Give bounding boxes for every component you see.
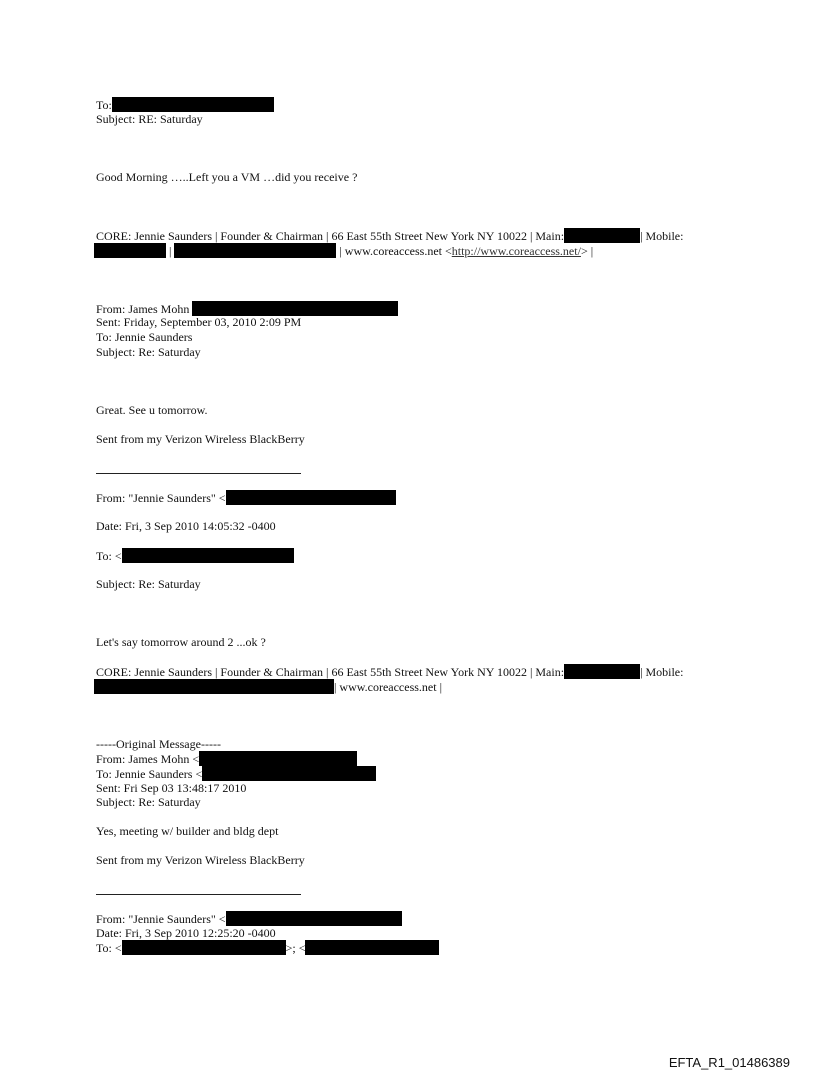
signature-site: | www.coreaccess.net |	[334, 680, 442, 694]
original-to-line	[96, 766, 376, 781]
redaction-box	[192, 301, 398, 316]
to-label: To:	[96, 98, 112, 112]
website-link[interactable]: http://www.coreaccess.net/	[451, 244, 581, 258]
redaction-box	[199, 751, 357, 766]
signature-mobile-label: | Mobile:	[640, 229, 684, 243]
redaction-box	[174, 243, 336, 258]
msg2-subject: Subject: Re: Saturday	[96, 345, 201, 359]
redaction-box	[226, 911, 402, 926]
redaction-box	[564, 228, 640, 243]
msg5-to-separator: >; <	[285, 941, 306, 955]
msg2-sent: Sent: Friday, September 03, 2010 2:09 PM	[96, 315, 302, 329]
bates-number: EFTA_R1_01486389	[668, 1055, 790, 1070]
msg5-date: Date: Fri, 3 Sep 2010 12:25:20 -0400	[96, 926, 276, 940]
msg3-to-line	[96, 548, 294, 563]
msg3-from: From: "Jennie Saunders" <	[96, 491, 226, 505]
msg3-body: Let's say tomorrow around 2 ...ok ?	[96, 635, 266, 649]
signature-text: CORE: Jennie Saunders | Founder & Chairman | 66 East 55th Street New York NY 10022 | Main:	[96, 229, 565, 243]
subject-line: Subject: RE: Saturday	[96, 112, 203, 126]
reply-body: Good Morning …..Left you a VM …did you receive ?	[96, 170, 358, 184]
msg2-device: Sent from my Verizon Wireless BlackBerry	[96, 432, 305, 446]
original-subject: Subject: Re: Saturday	[96, 795, 201, 809]
original-marker: -----Original Message-----	[96, 737, 221, 751]
redaction-box	[564, 664, 640, 679]
original-body: Yes, meeting w/ builder and bldg dept	[96, 824, 279, 838]
redaction-box	[202, 766, 376, 781]
signature-separator: |	[169, 244, 172, 258]
original-from: From: James Mohn <	[96, 752, 200, 766]
to-line	[96, 97, 274, 112]
signature-end: > |	[580, 244, 594, 258]
original-device: Sent from my Verizon Wireless BlackBerry	[96, 853, 305, 867]
msg3-date: Date: Fri, 3 Sep 2010 14:05:32 -0400	[96, 519, 276, 533]
redaction-box	[112, 97, 274, 112]
separator-rule	[96, 894, 301, 895]
redaction-box	[305, 940, 439, 955]
signature-site: | www.coreaccess.net <	[339, 244, 452, 258]
msg2-from-line	[96, 301, 398, 316]
redaction-box	[122, 940, 286, 955]
separator-rule	[96, 473, 301, 474]
signature2-line-1	[96, 664, 683, 679]
msg5-to: To: <	[96, 941, 122, 955]
signature2-line-2	[94, 679, 442, 694]
signature-line-1	[96, 228, 683, 243]
msg3-from-line	[96, 490, 396, 505]
original-sent: Sent: Fri Sep 03 13:48:17 2010	[96, 781, 247, 795]
redaction-box	[226, 490, 396, 505]
original-from-line	[96, 751, 357, 766]
original-to: To: Jennie Saunders <	[96, 767, 203, 781]
msg3-subject: Subject: Re: Saturday	[96, 577, 201, 591]
msg5-from-line	[96, 911, 402, 926]
msg3-to: To: <	[96, 549, 122, 563]
redaction-box	[94, 679, 334, 694]
msg2-from: From: James Mohn	[96, 302, 190, 316]
signature-text: CORE: Jennie Saunders | Founder & Chairman | 66 East 55th Street New York NY 10022 | Main:	[96, 665, 565, 679]
msg2-to: To: Jennie Saunders	[96, 330, 193, 344]
msg5-to-line	[96, 940, 439, 955]
msg2-body: Great. See u tomorrow.	[96, 403, 208, 417]
msg5-from: From: "Jennie Saunders" <	[96, 912, 226, 926]
signature-line-2	[94, 243, 593, 258]
redaction-box	[122, 548, 294, 563]
signature-mobile-label: | Mobile:	[640, 665, 684, 679]
redaction-box	[94, 243, 166, 258]
